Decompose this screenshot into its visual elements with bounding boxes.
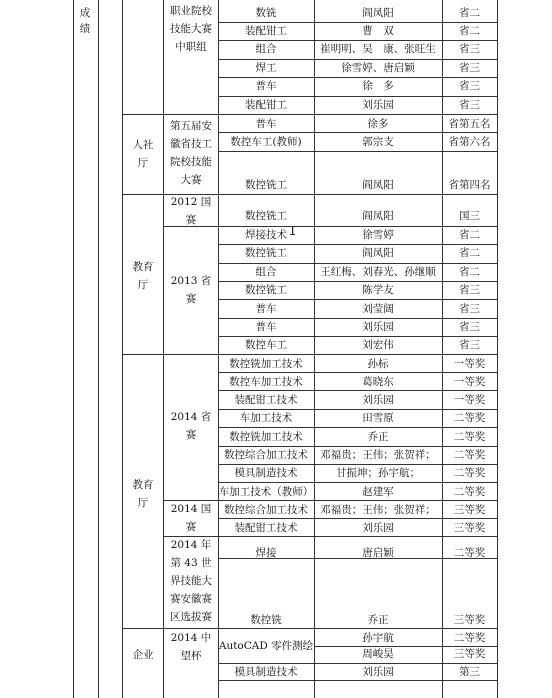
row-event: 车加工技术 <box>239 412 293 424</box>
row-event: 数控综合加工技术 <box>224 449 308 461</box>
row-award: 一等奖 <box>453 376 486 388</box>
grid-line <box>218 427 497 428</box>
row-name: 赵建军 <box>362 486 394 498</box>
grid-line <box>218 281 497 282</box>
row-award: 省二 <box>459 266 480 278</box>
grid-line <box>218 518 497 519</box>
row-name: 唐启颖 <box>362 547 394 559</box>
row-event: 焊接 <box>255 547 277 559</box>
grid-line <box>218 409 497 410</box>
row-award: 二等奖 <box>453 412 486 424</box>
row-award: 一等奖 <box>453 394 486 406</box>
row-event: 组合 <box>255 43 277 55</box>
row-name: 周峻昊 <box>362 648 394 660</box>
group-label: 2013 省赛 <box>170 275 212 305</box>
row-award: 三等奖 <box>453 614 486 626</box>
row-name: 刘乐园 <box>362 666 394 678</box>
row-award: 省二 <box>459 229 480 241</box>
row-award: 三等奖 <box>453 522 486 534</box>
row-name: 邓福贵；王伟；张贺祥； <box>320 449 436 461</box>
row-event: 数控铣加工技术 <box>229 431 303 443</box>
row-event: 组合 <box>255 266 277 278</box>
row-name: 徐雪婷 <box>362 229 394 241</box>
grid-line <box>122 354 497 355</box>
row-event: 装配钳工技术 <box>234 394 298 406</box>
grid-line <box>218 151 497 152</box>
grid-line <box>218 482 497 483</box>
row-name: 郭宗支 <box>362 136 394 148</box>
row-award: 国三 <box>459 210 480 222</box>
group-label: 第五届安徽省技工院校技能大赛 <box>170 120 212 186</box>
row-name: 葛晓东 <box>362 376 394 388</box>
row-award: 省三 <box>459 303 480 315</box>
row-award: 一等奖 <box>453 358 486 370</box>
group-label: 2014 国赛 <box>170 503 212 533</box>
section-label-chengji: 成绩 <box>79 7 91 35</box>
group-label: 2014 年第 43 世界技能大赛安徽赛区选拔赛 <box>170 539 212 623</box>
row-event: 数控铣工 <box>245 210 287 222</box>
grid-line <box>218 22 497 23</box>
row-event: 普车 <box>255 303 277 315</box>
row-award: 二等奖 <box>453 547 486 559</box>
grid-line <box>218 372 497 373</box>
grid-line <box>218 96 497 97</box>
row-event: 数控铣工 <box>245 284 287 296</box>
row-award: 三等奖 <box>453 648 486 660</box>
row-event: 装配钳工技术 <box>234 522 298 534</box>
row-name: 陈学友 <box>362 284 394 296</box>
row-award: 省二 <box>459 7 480 19</box>
row-event: 数控车工(教师) <box>230 136 302 148</box>
grid-line <box>218 132 497 133</box>
row-award: 二等奖 <box>453 431 486 443</box>
row-name: 刘乐园 <box>362 99 394 111</box>
grid-line <box>163 0 164 698</box>
row-award: 三等奖 <box>453 504 486 516</box>
grid-line <box>218 663 497 664</box>
row-event: 装配钳工 <box>245 99 287 111</box>
text-cursor-icon: I <box>289 224 297 238</box>
row-award: 省三 <box>459 321 480 333</box>
grid-line <box>218 446 497 447</box>
row-event: 数控铣 <box>250 614 282 626</box>
grid-line <box>122 114 497 115</box>
row-name: 邓福贵；王伟；张贺祥； <box>320 504 436 516</box>
grid-line <box>73 0 74 698</box>
grid-line <box>98 0 99 698</box>
group-label: 2014 中望杯 <box>170 632 212 662</box>
row-award: 省三 <box>459 80 480 92</box>
row-event: 焊工 <box>255 62 277 74</box>
row-award: 二等奖 <box>453 467 486 479</box>
row-name: 徐雪婷、唐启颖 <box>341 62 415 74</box>
row-event: 模具制造技术 <box>234 666 298 678</box>
row-name: 阎凤阳 <box>362 210 394 222</box>
row-name: 刘乐园 <box>362 522 394 534</box>
row-award: 省二 <box>459 25 480 37</box>
row-name: 王红梅、刘春光、孙继顺 <box>320 266 436 278</box>
row-name: 刘乐园 <box>362 394 394 406</box>
row-name: 曹 双 <box>362 25 394 37</box>
row-name: 阎凤阳 <box>362 179 394 191</box>
grid-line <box>218 464 497 465</box>
row-event: 车加工技术（教师） <box>218 486 314 498</box>
row-name: 崔明明、吴 康、张旺生 <box>320 43 436 55</box>
row-name: 阎凤阳 <box>362 247 394 259</box>
group-label: 2012 国赛 <box>170 196 212 226</box>
row-event: 数控车工 <box>245 339 287 351</box>
row-event: 数控铣加工技术 <box>229 358 303 370</box>
row-award: 二等奖 <box>453 486 486 498</box>
grid-line <box>122 0 123 698</box>
row-name: 甘振坤；孙宇航； <box>336 467 420 479</box>
row-event: 普车 <box>255 321 277 333</box>
row-event: 数控综合加工技术 <box>224 504 308 516</box>
row-event: 数控铣工 <box>245 179 287 191</box>
row-award: 省第五名 <box>448 118 491 130</box>
row-name: 刘乐园 <box>362 321 394 333</box>
row-name: 刘宏伟 <box>362 339 394 351</box>
row-award: 省三 <box>459 284 480 296</box>
row-award: 二等奖 <box>453 449 486 461</box>
row-name: 徐多 <box>367 118 389 130</box>
row-name: 孙标 <box>367 358 389 370</box>
row-award: 省第四名 <box>448 179 491 191</box>
row-award: 第三 <box>459 666 480 678</box>
row-event: 装配钳工 <box>245 25 287 37</box>
grid-line <box>218 680 497 681</box>
row-event: AutoCAD 零件测绘 <box>218 640 314 652</box>
group-label: 职业院校技能大赛中职组 <box>170 5 212 53</box>
org-label: 教育厅 <box>132 479 154 509</box>
row-award: 省第六名 <box>448 136 491 148</box>
row-award: 省三 <box>459 339 480 351</box>
grid-line <box>497 0 498 698</box>
grid-line <box>218 244 497 245</box>
row-name: 阎凤阳 <box>362 7 394 19</box>
row-event: 模具制造技术 <box>234 467 298 479</box>
grid-line <box>218 77 497 78</box>
row-event: 数控车加工技术 <box>229 376 303 388</box>
row-award: 二等奖 <box>453 632 486 644</box>
org-label: 企业 <box>132 649 154 661</box>
grid-line <box>314 646 497 647</box>
row-name: 徐 多 <box>362 80 394 92</box>
row-award: 省二 <box>459 247 480 259</box>
grid-line <box>218 336 497 337</box>
grid-line <box>218 40 497 41</box>
row-award: 省三 <box>459 99 480 111</box>
row-event: 数铣 <box>255 7 277 19</box>
org-label: 人社厅 <box>132 139 154 169</box>
row-event: 普车 <box>255 118 277 130</box>
grid-line <box>218 59 497 60</box>
group-label: 2014 省赛 <box>170 411 212 441</box>
row-name: 刘莹阔 <box>362 303 394 315</box>
grid-line <box>218 263 497 264</box>
row-award: 省三 <box>459 62 480 74</box>
org-label: 教育厅 <box>132 261 154 291</box>
row-event: 普车 <box>255 80 277 92</box>
grid-line <box>218 299 497 300</box>
row-name: 乔正 <box>367 614 389 626</box>
grid-line <box>218 318 497 319</box>
row-event: 焊接技术 <box>245 229 287 241</box>
row-event: 数控铣工 <box>245 247 287 259</box>
row-name: 乔正 <box>367 431 389 443</box>
row-name: 田雪原 <box>362 412 394 424</box>
grid-line <box>218 390 497 391</box>
row-award: 省三 <box>459 43 480 55</box>
row-name: 孙宇航 <box>362 632 394 644</box>
